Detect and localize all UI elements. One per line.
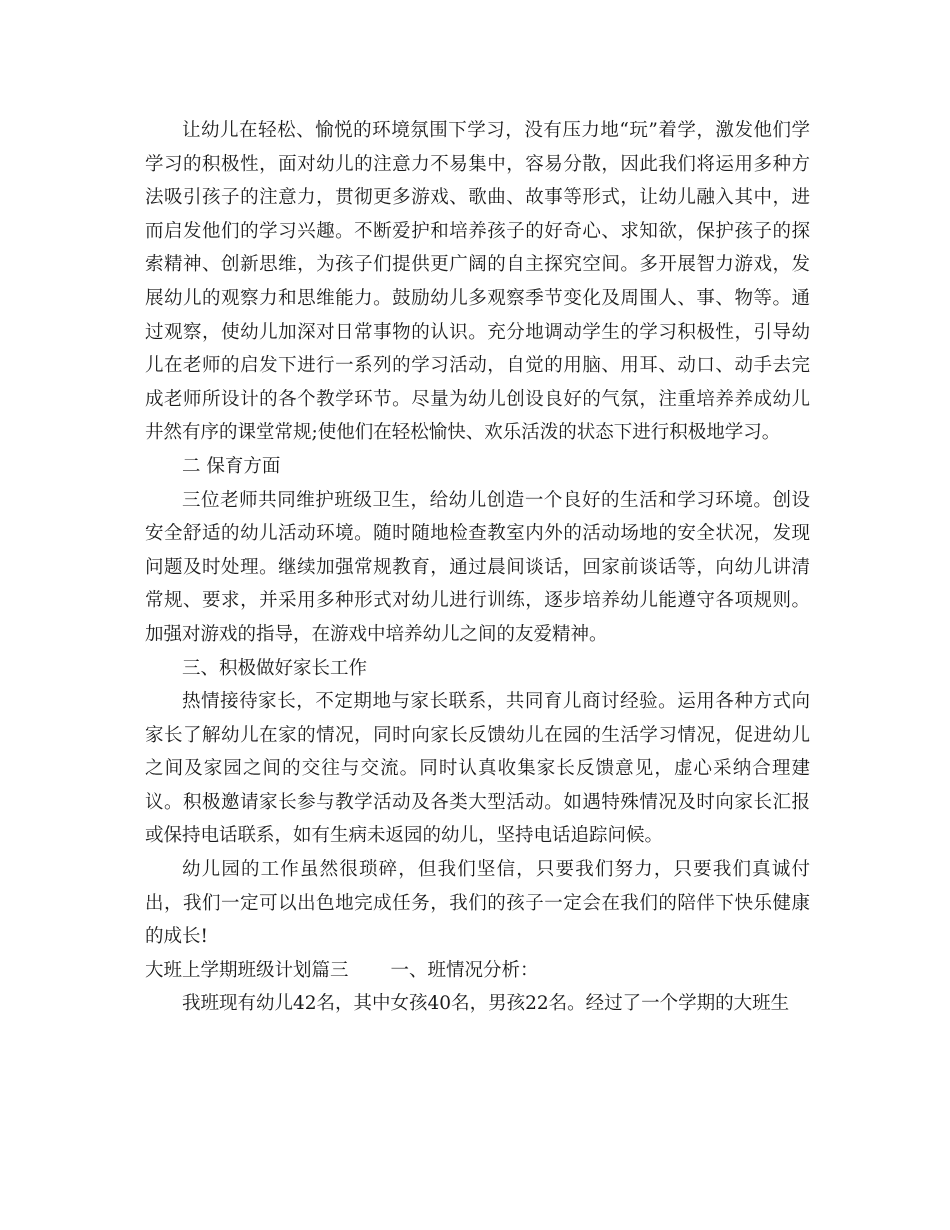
section-subtitle: 一、班情况分析： [390,959,539,981]
section-title-line [145,954,810,988]
paragraph-class-analysis: 我班现有幼儿42名，其中女孩40名，男孩22名。经过了一个学期的大班生 [182,993,790,1015]
section-title: 大班上学期班级计划篇三 [145,959,349,981]
document-body [145,114,810,1021]
paragraph-parents: 热情接待家长，不定期地与家长联系，共同育儿商讨经验。运用各种方式向家长了解幼儿在家的情况，同时向家长反馈幼儿在园的生活学习情况，促进幼儿之间及家园之间的交往与交流。同时认真收集家长反馈意见，虚心采纳合理建议。积极邀请家长参与教学活动及各类大型活动。如遇特殊情况及时向家长汇报或保持电话联系，如有生病未返园的幼儿，坚持电话追踪问候。 [145,691,810,847]
paragraph-learning: 让幼儿在轻松、愉悦的环境氛围下学习，没有压力地“玩”着学，激发他们学学习的积极性，面对幼儿的注意力不易集中，容易分散，因此我们将运用多种方法吸引孩子的注意力，贯彻更多游戏、歌曲、故事等形式，让幼儿融入其中，进而启发他们的学习兴趣。不断爱护和培养孩子的好奇心、求知欲，保护孩子的探索精神、创新思维，为孩子们提供更广阔的自主探究空间。多开展智力游戏，发展幼儿的观察力和思维能力。鼓励幼儿多观察季节变化及周围人、事、物等。通过观察，使幼儿加深对日常事物的认识。充分地调动学生的学习积极性，引导幼儿在老师的启发下进行一系列的学习活动，自觉的用脑、用耳、动口、动手去完成老师所设计的各个教学环节。尽量为幼儿创设良好的气氛，注重培养养成幼儿井然有序的课堂常规;使他们在轻松愉快、欢乐活泼的状态下进行积极地学习。 [145,120,810,444]
paragraph-conclusion: 幼儿园的工作虽然很琐碎，但我们坚信，只要我们努力，只要我们真诚付出，我们一定可以出色地完成任务，我们的孩子一定会在我们的陪伴下快乐健康的成长! [145,859,810,948]
heading-care: 二 保育方面 [182,455,281,477]
heading-parents: 三、积极做好家长工作 [182,657,368,679]
paragraph-care: 三位老师共同维护班级卫生，给幼儿创造一个良好的生活和学习环境。创设安全舒适的幼儿活动环境。随时随地检查教室内外的活动场地的安全状况，发现问题及时处理。继续加强常规教育，通过晨间谈话，回家前谈话等，向幼儿讲清常规、要求，并采用多种形式对幼儿进行训练，逐步培养幼儿能遵守各项规则。加强对游戏的指导，在游戏中培养幼儿之间的友爱精神。 [145,489,810,645]
